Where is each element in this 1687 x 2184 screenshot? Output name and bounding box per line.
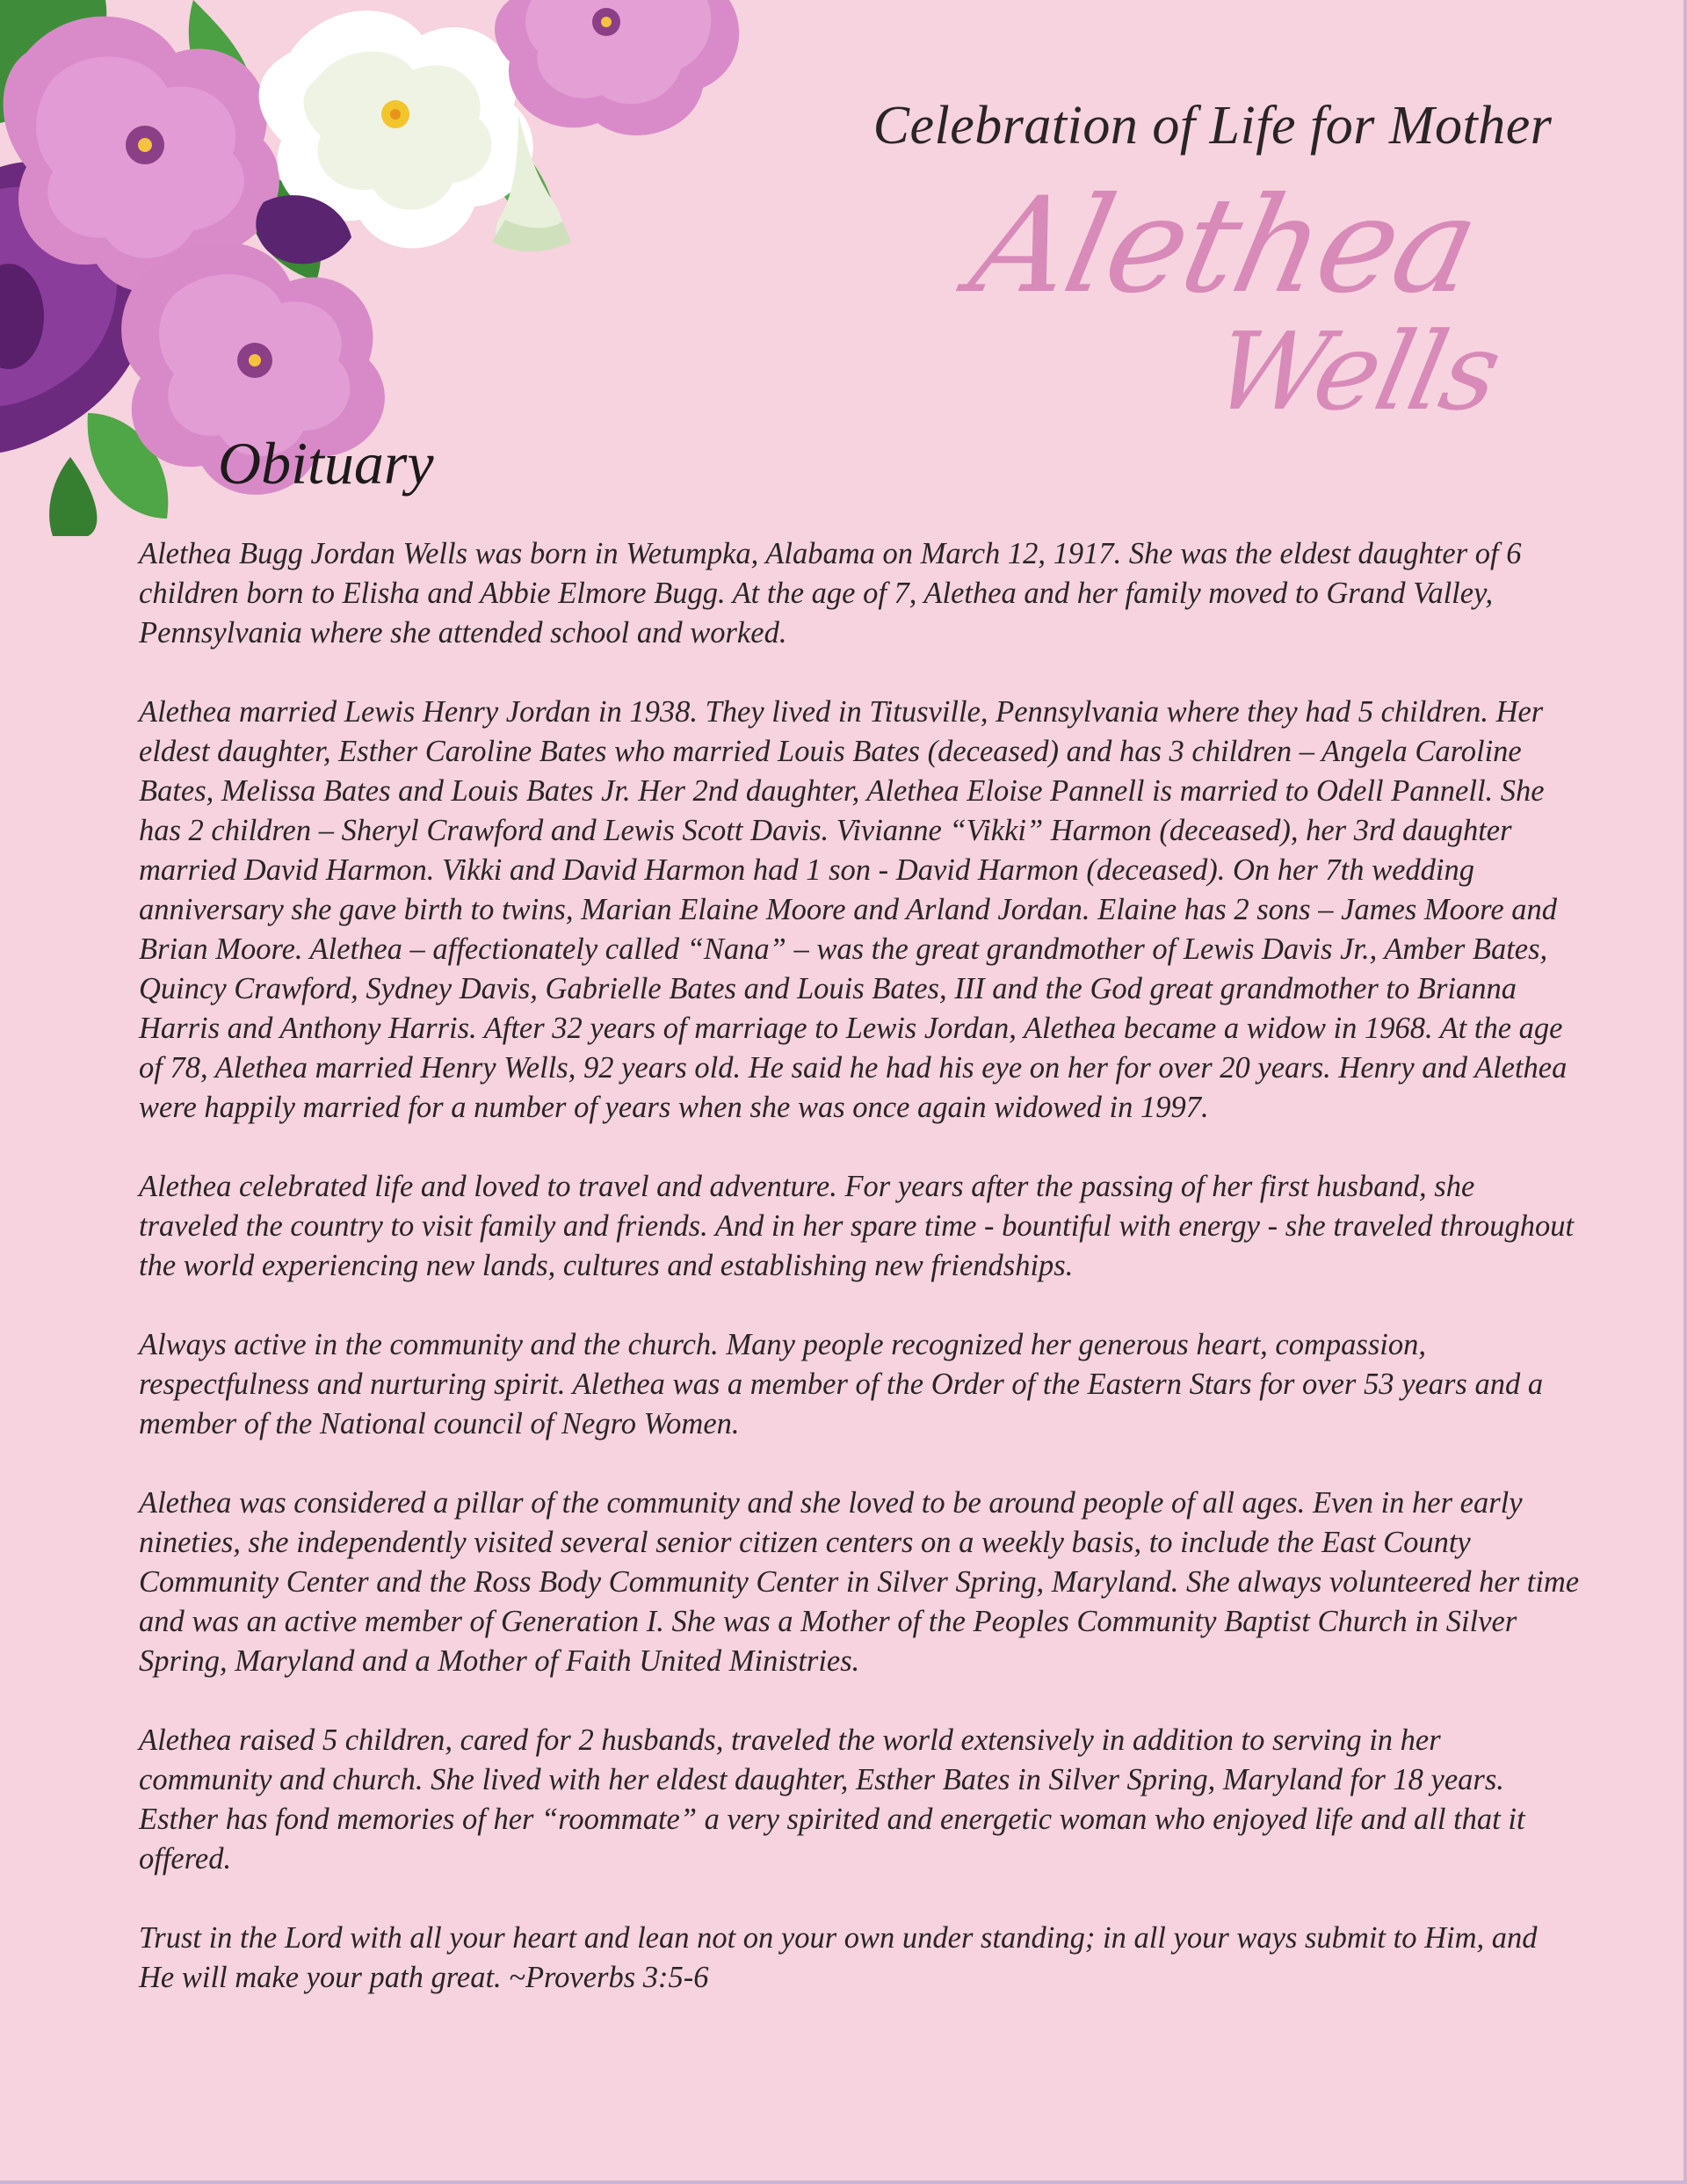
paragraph-legacy: Alethea raised 5 children, cared for 2 husbands, traveled the world extensively in addition to serving in her community and church. She lived with her eldest daughter, Esther Bates in Silver Spring, Maryland for 18 years. Esther has fond memories of her “roommate” a very spirited and energetic woman who enjoyed life and all that it offered. [139,1723,1525,1876]
obituary-body [139,534,1580,2037]
name-last: Wells [1203,309,1510,434]
paragraph-community: Always active in the community and the church. Many people recognized her generous heart, compassion, respectfulness and nurturing spirit. Alethea was a member of the Order of the Eastern Stars for over 53 years and a member of the National council of Negro Women. [139,1328,1544,1440]
pink-petunia-top-right [495,0,739,135]
name-first: Alethea [959,170,1489,323]
paragraph-birth: Alethea Bugg Jordan Wells was born in Wetumpka, Alabama on March 12, 1917. She was the eldest daughter of 6 children born to Elisha and Abbie Elmore Bugg. At the age of 7, Alethea and her family moved to Grand Valley, Pennsylvania where she attended school and worked. [139,537,1522,649]
paragraph-pillar: Alethea was considered a pillar of the community and she loved to be around people of all ages. Even in her early nineties, she independently visited several senior citizen centers on a weekly basis, to include the East County Community Center and the Ross Body Community Center in Silver Spring, Maryland. She always volunteered her time and was an active member of Generation I. She was a Mother of the Peoples Community Baptist Church in Silver Spring, Maryland and a Mother of Faith United Ministries. [139,1486,1580,1678]
obituary-heading: Obituary [218,430,434,497]
paragraph-scripture: Trust in the Lord with all your heart and lean not on your own under standing; in all your ways submit to Him, and He will make your path great. ~Proverbs 3:5-6 [139,1921,1538,1994]
paragraph-travel: Alethea celebrated life and loved to travel and adventure. For years after the passing of her first husband, she traveled the country to visit family and friends. And in her spare time - bountiful with energy - she traveled throughout the world experiencing new lands, cultures and establishing new friendships. [139,1170,1575,1282]
paragraph-family: Alethea married Lewis Henry Jordan in 1938. They lived in Titusville, Pennsylvania where they had 5 children. Her eldest daughter, Esther Caroline Bates who married Louis Bates (deceased) and has 3 children – Angela Caroline Bates, Melissa Bates and Louis Bates Jr. Her 2nd daughter, Alethea Eloise Pannell is married to Odell Pannell. She has 2 children – Sheryl Crawford and Lewis Scott Davis. Vivianne “Vikki” Harmon (deceased), her 3rd daughter married David Harmon. Vikki and David Harmon had 1 son - David Harmon (deceased). On her 7th wedding anniversary she gave birth to twins, Marian Elaine Moore and Arland Jordan. Elaine has 2 sons – James Moore and Brian Moore. Alethea – affectionately called “Nana” – was the great grandmother of Lewis Davis Jr., Amber Bates, Quincy Crawford, Sydney Davis, Gabrielle Bates and Louis Bates, III and the God great grandmother to Brianna Harris and Anthony Harris. After 32 years of marriage to Lewis Jordan, Alethea became a widow in 1968. At the age of 78, Alethea married Henry Wells, 92 years old. He said he had his eye on her for over 20 years. Henry and Alethea were happily married for a number of years when she was once again widowed in 1997. [139,695,1568,1124]
header-title: Celebration of Life for Mother [872,96,1553,156]
